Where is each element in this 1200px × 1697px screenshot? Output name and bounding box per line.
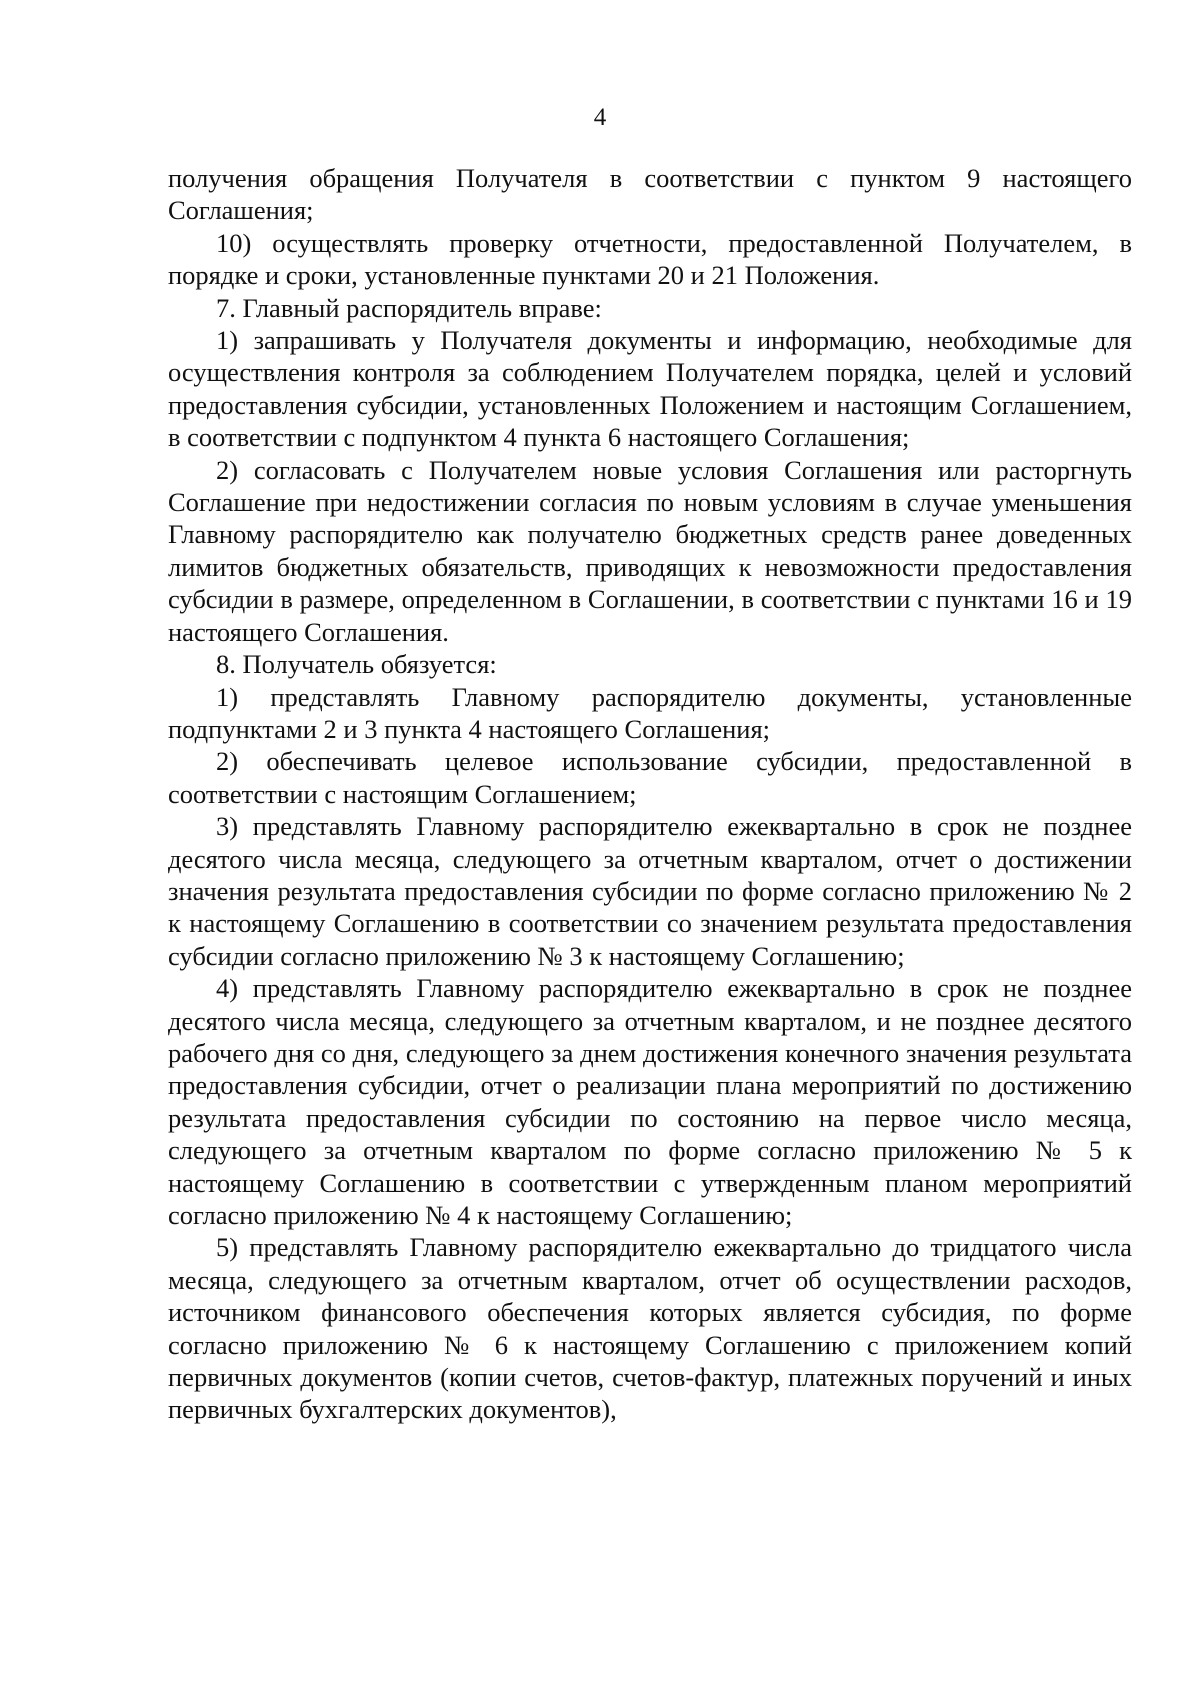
paragraph-clause-7-item-1: 1) запрашивать у Получателя документы и информацию, необходимые для осуществления контроля за соблюдением Получателем порядка, целей и условий предоставления субсидии, установленных Положением и настоящим Соглашением, в соответствии с подпунктом 4 пункта 6 настоящего Соглашения; [168,325,1132,453]
document-body [168,162,1132,1426]
paragraph-clause-8-item-3: 3) представлять Главному распорядителю ежеквартально в срок не позднее десятого числа месяца, следующего за отчетным кварталом, отчет о достижении значения результата предоставления субсидии по форме согласно приложению № 2 к настоящему Соглашению в соответствии со значением результата предоставления субсидии согласно приложению № 3 к настоящему Соглашению; [168,811,1132,971]
paragraph-clause-7-heading: 7. Главный распорядитель вправе: [216,292,602,323]
paragraph-clause-8-item-4: 4) представлять Главному распорядителю ежеквартально в срок не позднее десятого числа месяца, следующего за отчетным кварталом, и не позднее десятого рабочего дня со дня, следующего за днем достижения конечного значения результата предоставления субсидии, отчет о реализации плана мероприятий по достижению результата предоставления субсидии по состоянию на первое число месяца, следующего за отчетным кварталом по форме согласно приложению № 5 к настоящему Соглашению в соответствии с утвержденным планом мероприятий согласно приложению № 4 к настоящему Соглашению; [168,973,1132,1230]
paragraph-clause-8-item-5: 5) представлять Главному распорядителю ежеквартально до тридцатого числа месяца, следующего за отчетным кварталом, отчет об осуществлении расходов, источником финансового обеспечения которых является субсидия, по форме согласно приложению № 6 к настоящему Соглашению с приложением копий первичных документов (копии счетов, счетов-фактур, платежных поручений и иных первичных бухгалтерских документов), [168,1232,1132,1425]
paragraph-clause-7-item-2: 2) согласовать с Получателем новые условия Соглашения или расторгнуть Соглашение при недостижении согласия по новым условиям в случае уменьшения Главному распорядителю как получателю бюджетных средств ранее доведенных лимитов бюджетных обязательств, приводящих к невозможности предоставления субсидии в размере, определенном в Соглашении, в соответствии с пунктами 16 и 19 настоящего Соглашения. [168,454,1132,647]
paragraph-clause-8-heading: 8. Получатель обязуется: [216,649,497,680]
paragraph-clause-8-item-2: 2) обеспечивать целевое использование субсидии, предоставленной в соответствии с настоящим Соглашением; [168,746,1132,809]
page-number: 4 [593,104,607,131]
paragraph-continuation: получения обращения Получателя в соответствии с пунктом 9 настоящего Соглашения; [168,163,1132,226]
paragraph-clause-8-item-1: 1) представлять Главному распорядителю документы, установленные подпунктами 2 и 3 пункта 4 настоящего Соглашения; [168,681,1132,744]
paragraph-item-10: 10) осуществлять проверку отчетности, предоставленной Получателем, в порядке и сроки, установленные пунктами 20 и 21 Положения. [168,227,1132,291]
